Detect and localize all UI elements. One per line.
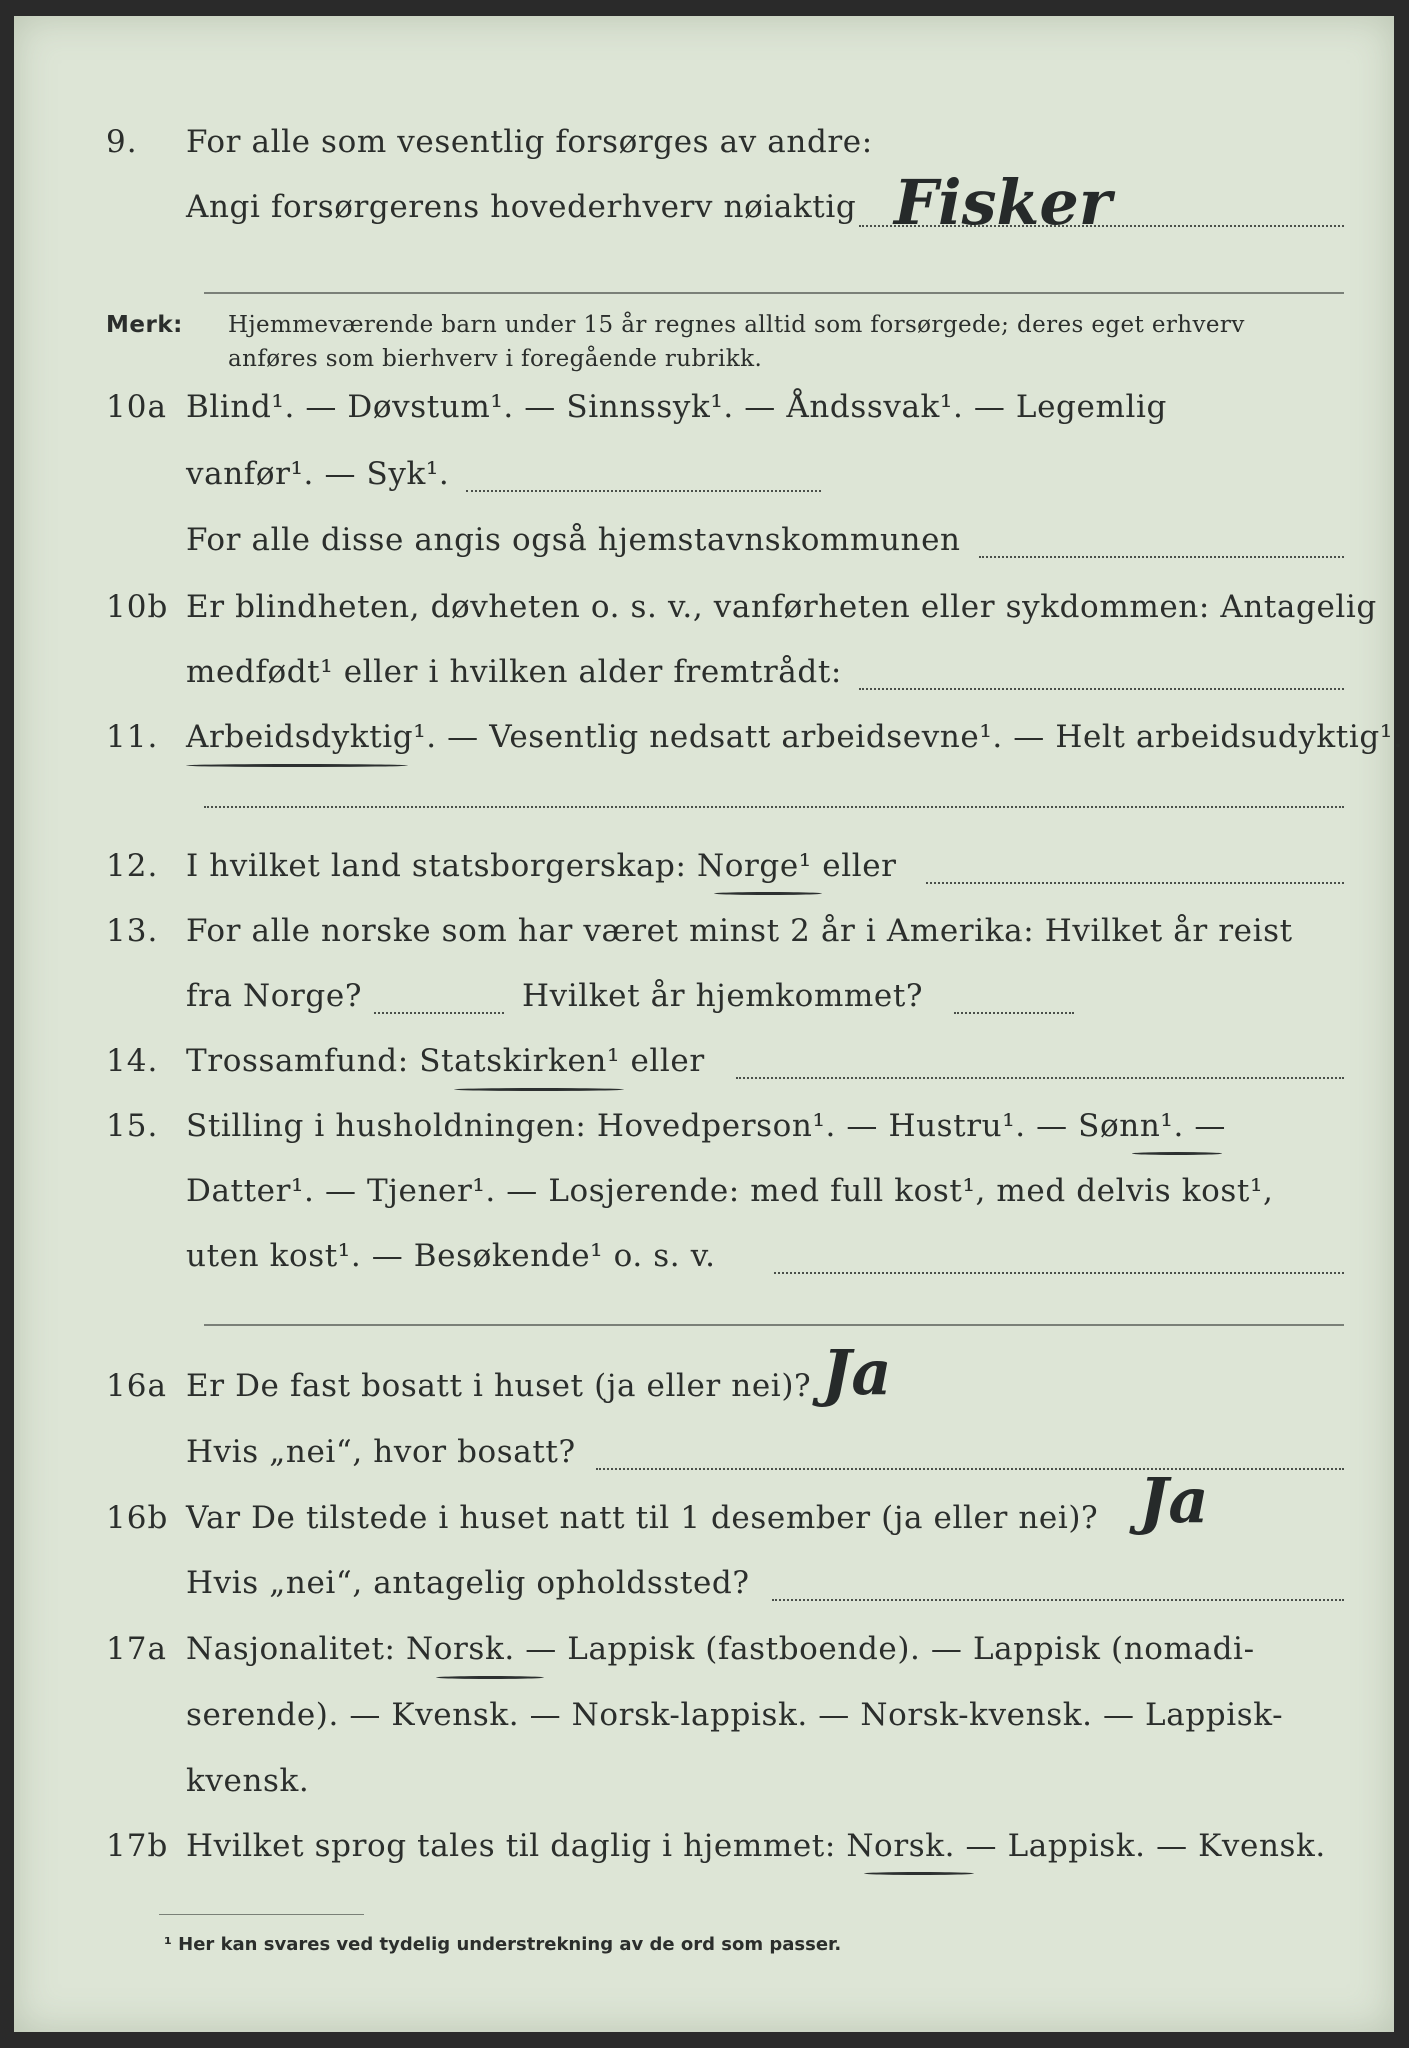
q10b-number: 10b — [106, 589, 169, 625]
q10a-syk-line — [466, 490, 821, 492]
footnote-rule — [159, 1914, 364, 1915]
q16a-line2: Hvis „nei“, hvor bosatt? — [186, 1434, 576, 1470]
q9-line1: For alle som vesentlig forsørges av andre: — [186, 124, 873, 160]
q17b-line1: Hvilket sprog tales til daglig i hjemmet: Norsk. — Lappisk. — Kvensk. — [186, 1828, 1326, 1864]
q16b-line1: Var De tilstede i huset natt til 1 desember (ja eller nei)? — [186, 1500, 1099, 1536]
q17b-handwritten-underline — [864, 1872, 974, 1875]
q11-line1: Arbeidsdyktig¹. — Vesentlig nedsatt arbeidsevne¹. — Helt arbeidsudyktig¹. — [186, 719, 1404, 755]
q11-number: 11. — [106, 719, 159, 755]
merk-line1: Hjemmeværende barn under 15 år regnes alltid som forsørgede; deres eget erhverv — [228, 312, 1245, 338]
q9-number: 9. — [106, 124, 138, 160]
q9-extra-rule — [204, 292, 1344, 294]
q16b-answer-line — [772, 1599, 1344, 1601]
q9-handwritten-answer: Fisker — [894, 166, 1112, 239]
q16a-line1: Er De fast bosatt i huset (ja eller nei)? — [186, 1368, 812, 1404]
q17a-line2: serende). — Kvensk. — Norsk-lappisk. — Norsk-kvensk. — Lappisk- — [186, 1697, 1284, 1733]
q10b-line2: medfødt¹ eller i hvilken alder fremtrådt: — [186, 654, 842, 690]
q16b-line2: Hvis „nei“, antagelig opholdssted? — [186, 1565, 750, 1601]
q13-line1: For alle norske som har været minst 2 år i Amerika: Hvilket år reist — [186, 913, 1293, 949]
footnote: ¹ Her kan svares ved tydelig understrekning av de ord som passer. — [164, 1934, 842, 1955]
q16b-handwritten-answer: Ja — [1139, 1464, 1209, 1537]
q11-answer-line — [204, 806, 1344, 808]
q15-answer-line — [774, 1272, 1344, 1274]
q10a-line2: vanfør¹. — Syk¹. — [186, 456, 450, 492]
q17a-line1: Nasjonalitet: Norsk. — Lappisk (fastboende). — Lappisk (nomadi- — [186, 1631, 1255, 1667]
q17b-number: 17b — [106, 1828, 169, 1864]
q15-line2: Datter¹. — Tjener¹. — Losjerende: med full kost¹, med delvis kost¹, — [186, 1173, 1274, 1209]
q13-reist-line — [374, 1012, 504, 1014]
q17a-number: 17a — [106, 1631, 167, 1667]
census-form-page — [14, 16, 1404, 2032]
q14-line1: Trossamfund: Statskirken¹ eller — [186, 1043, 705, 1079]
q10a-line1: Blind¹. — Døvstum¹. — Sinnssyk¹. — Åndssvak¹. — Legemlig — [186, 389, 1167, 425]
q16a-number: 16a — [106, 1368, 167, 1404]
q10b-answer-line — [859, 688, 1344, 690]
q15-number: 15. — [106, 1108, 159, 1144]
q16a-handwritten-answer: Ja — [822, 1336, 892, 1409]
q13-number: 13. — [106, 913, 159, 949]
q12-number: 12. — [106, 848, 159, 884]
q10a-hjemstavn-line — [979, 556, 1344, 558]
q13-line2a: fra Norge? — [186, 978, 363, 1014]
q12-line1: I hvilket land statsborgerskap: Norge¹ eller — [186, 848, 897, 884]
q17a-handwritten-underline — [436, 1676, 544, 1679]
q12-answer-line — [926, 882, 1344, 884]
q11-handwritten-underline — [186, 764, 408, 767]
q15-handwritten-underline — [1132, 1152, 1222, 1155]
q15-extra-rule — [204, 1324, 1344, 1326]
q15-line3: uten kost¹. — Besøkende¹ o. s. v. — [186, 1238, 716, 1274]
q16a-answer-line — [596, 1468, 1344, 1470]
q10a-line3: For alle disse angis også hjemstavnskommunen — [186, 522, 961, 558]
q17a-line3: kvensk. — [186, 1763, 310, 1799]
q10b-line1: Er blindheten, døvheten o. s. v., vanførheten eller sykdommen: Antagelig — [186, 589, 1377, 625]
q14-handwritten-underline — [454, 1088, 624, 1091]
q16b-number: 16b — [106, 1500, 169, 1536]
q15-line1: Stilling i husholdningen: Hovedperson¹. — Hustru¹. — Sønn¹. — — [186, 1108, 1226, 1144]
merk-line2: anføres som bierhverv i foregående rubrikk. — [228, 346, 763, 372]
q13-line2b: Hvilket år hjemkommet? — [522, 978, 924, 1014]
q12-handwritten-underline — [714, 892, 822, 895]
q9-line2: Angi forsørgerens hovederhverv nøiaktig — [186, 189, 857, 225]
q14-number: 14. — [106, 1043, 159, 1079]
q14-answer-line — [736, 1077, 1344, 1079]
q13-hjemkommet-line — [954, 1012, 1074, 1014]
merk-label: Merk: — [106, 312, 183, 338]
q10a-number: 10a — [106, 389, 167, 425]
